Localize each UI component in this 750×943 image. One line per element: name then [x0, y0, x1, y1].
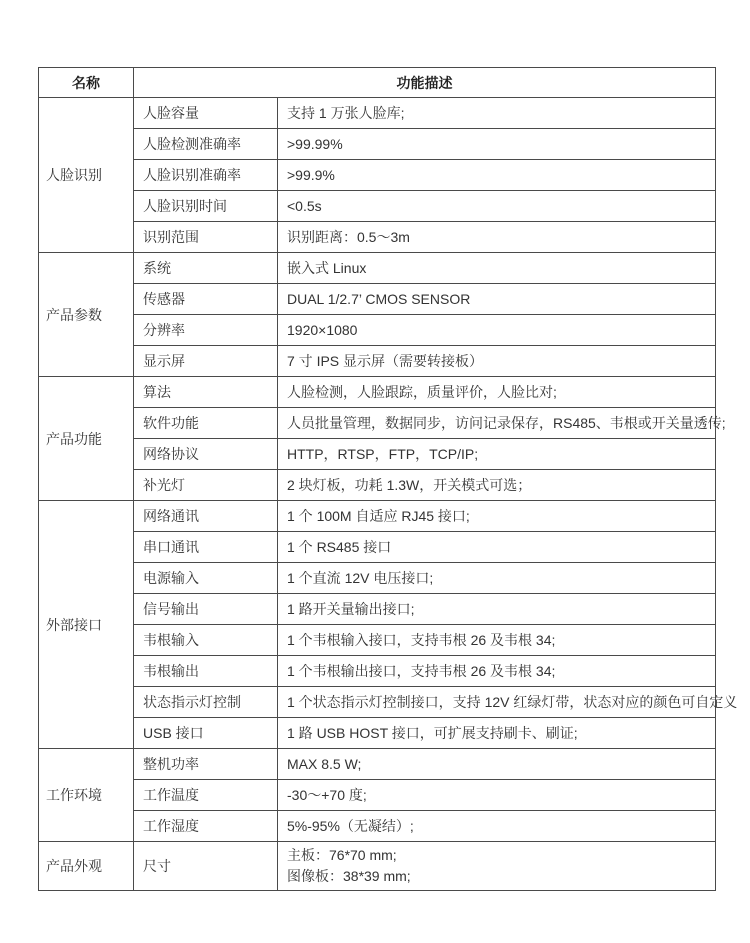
table-row	[39, 749, 716, 780]
spec-name-cell: 韦根输入	[134, 625, 278, 656]
table-row	[39, 160, 716, 191]
table-row	[39, 346, 716, 377]
spec-name-cell: 工作温度	[134, 780, 278, 811]
spec-desc-cell: HTTP，RTSP，FTP，TCP/IP;	[278, 439, 716, 470]
spec-desc-cell: DUAL 1/2.7’ CMOS SENSOR	[278, 284, 716, 315]
group-cell: 产品外观	[39, 842, 134, 891]
spec-desc-cell: 人员批量管理，数据同步，访问记录保存，RS485、韦根或开关量透传;	[278, 408, 716, 439]
table-row	[39, 656, 716, 687]
spec-desc-cell: 支持 1 万张人脸库;	[278, 98, 716, 129]
spec-desc-cell: 1 个韦根输出接口，支持韦根 26 及韦根 34;	[278, 656, 716, 687]
header-cell-name: 名称	[39, 68, 134, 98]
table-row	[39, 563, 716, 594]
spec-table	[38, 67, 738, 891]
group-cell: 产品功能	[39, 377, 134, 501]
spec-desc-cell	[278, 842, 716, 891]
spec-desc-cell: 1 路开关量输出接口;	[278, 594, 716, 625]
table-row	[39, 842, 716, 891]
table-row	[39, 377, 716, 408]
spec-desc-cell: 嵌入式 Linux	[278, 253, 716, 284]
table-row	[39, 315, 716, 346]
spec-desc-cell: 5%-95%（无凝结）;	[278, 811, 716, 842]
table-row	[39, 780, 716, 811]
spec-desc-cell: 1920×1080	[278, 315, 716, 346]
table-row	[39, 191, 716, 222]
spec-name-cell: 显示屏	[134, 346, 278, 377]
spec-desc-cell: 1 个直流 12V 电压接口;	[278, 563, 716, 594]
header-cell-description: 功能描述	[134, 68, 716, 98]
spec-desc-cell: 2 块灯板，功耗 1.3W，开关模式可选；	[278, 470, 716, 501]
spec-name-cell: 人脸检测准确率	[134, 129, 278, 160]
spec-name-cell: 电源输入	[134, 563, 278, 594]
group-cell: 产品参数	[39, 253, 134, 377]
spec-name-cell: 软件功能	[134, 408, 278, 439]
spec-name-cell: 尺寸	[134, 842, 278, 891]
table-row	[39, 470, 716, 501]
spec-desc-cell: 1 个状态指示灯控制接口，支持 12V 红绿灯带，状态对应的颜色可自定义	[278, 687, 716, 718]
spec-name-cell: 算法	[134, 377, 278, 408]
spec-desc-cell: 识别距离：0.5～3m	[278, 222, 716, 253]
spec-desc-cell: 1 个 RS485 接口	[278, 532, 716, 563]
spec-name-cell: 人脸识别准确率	[134, 160, 278, 191]
spec-name-cell: 人脸识别时间	[134, 191, 278, 222]
table-row	[39, 501, 716, 532]
spec-name-cell: 识别范围	[134, 222, 278, 253]
spec-name-cell: 整机功率	[134, 749, 278, 780]
table-row	[39, 129, 716, 160]
spec-name-cell: 信号输出	[134, 594, 278, 625]
header-row	[39, 68, 716, 98]
spec-table-body	[39, 98, 738, 891]
table-row	[39, 594, 716, 625]
spec-desc-cell: 1 路 USB HOST 接口，可扩展支持刷卡、刷证;	[278, 718, 716, 749]
table-row	[39, 98, 716, 129]
spec-name-cell: 串口通讯	[134, 532, 278, 563]
spec-desc-cell: 1 个韦根输入接口，支持韦根 26 及韦根 34;	[278, 625, 716, 656]
spec-desc-line: 图像板：38*39 mm;	[287, 868, 411, 884]
spec-name-cell: USB 接口	[134, 718, 278, 749]
table-row	[39, 253, 716, 284]
spec-desc-cell: 人脸检测，人脸跟踪，质量评价，人脸比对;	[278, 377, 716, 408]
spec-name-cell: 网络通讯	[134, 501, 278, 532]
table-row	[39, 687, 716, 718]
spec-desc-cell: -30～+70 度;	[278, 780, 716, 811]
table-row	[39, 811, 716, 842]
spec-name-cell: 人脸容量	[134, 98, 278, 129]
spec-name-cell: 分辨率	[134, 315, 278, 346]
spec-desc-cell: MAX 8.5 W;	[278, 749, 716, 780]
table-row	[39, 532, 716, 563]
table-row	[39, 439, 716, 470]
table-row	[39, 718, 716, 749]
group-cell: 人脸识别	[39, 98, 134, 253]
spec-name-cell: 网络协议	[134, 439, 278, 470]
spec-name-cell: 传感器	[134, 284, 278, 315]
spec-name-cell: 系统	[134, 253, 278, 284]
spec-desc-cell: 7 寸 IPS 显示屏（需要转接板）	[278, 346, 716, 377]
spec-desc-line: 主板：76*70 mm;	[287, 847, 397, 863]
spec-name-cell: 韦根输出	[134, 656, 278, 687]
spec-desc-cell: >99.9%	[278, 160, 716, 191]
group-cell: 外部接口	[39, 501, 134, 749]
spec-desc-cell: >99.99%	[278, 129, 716, 160]
group-cell: 工作环境	[39, 749, 134, 842]
spec-name-cell: 状态指示灯控制	[134, 687, 278, 718]
spec-desc-cell: <0.5s	[278, 191, 716, 222]
spec-name-cell: 补光灯	[134, 470, 278, 501]
table-row	[39, 625, 716, 656]
spec-name-cell: 工作湿度	[134, 811, 278, 842]
table-row	[39, 284, 716, 315]
spec-table-container	[38, 67, 738, 891]
table-row	[39, 222, 716, 253]
table-row	[39, 408, 716, 439]
spec-desc-cell: 1 个 100M 自适应 RJ45 接口;	[278, 501, 716, 532]
